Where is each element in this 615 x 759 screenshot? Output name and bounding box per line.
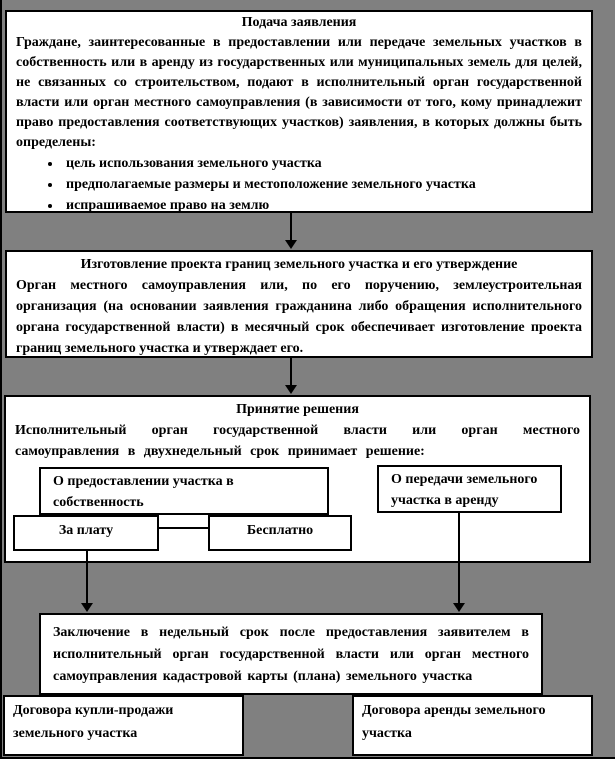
option-lease-box — [377, 465, 562, 513]
arrow-lease-step4-head — [453, 603, 465, 612]
step2-title: Изготовление проекта границ земельного участка и его утверждение — [80, 257, 518, 272]
result-lease-contract-box — [352, 695, 593, 756]
step4-conclusion-box — [39, 613, 543, 695]
step1-application-box — [5, 10, 593, 213]
arrow-paid-step4-head — [81, 603, 93, 612]
step1-bullet-item: • цель использования земельного участка — [62, 153, 582, 174]
option-paid-box — [13, 515, 159, 551]
option-paid-label: За плату — [58, 523, 114, 538]
step3-title: Принятие решения — [236, 402, 359, 417]
option-ownership-box — [39, 467, 329, 515]
arrow-step2-step3-line — [290, 358, 292, 386]
arrow-step1-step2-head — [285, 240, 297, 249]
step2-project-box — [5, 250, 593, 358]
connector-paid-free — [159, 527, 208, 529]
option-free-label: Бесплатно — [246, 523, 314, 538]
step3-body: Исполнительный орган государственной власти или орган местного самоуправления в двухнедельный срок принимает решение: — [15, 423, 580, 459]
option-lease-label: О передачи земельного участка в аренду — [391, 472, 538, 508]
step1-bullet-item: • предполагаемые размеры и местоположение земельного участка — [62, 174, 582, 195]
step1-bullet-item: • испрашиваемое право на землю — [62, 195, 582, 216]
option-free-box — [208, 515, 352, 551]
step1-title: Подача заявления — [241, 15, 357, 30]
arrow-lease-step4-line — [458, 513, 460, 604]
option-ownership-label: О предоставлении участка в собственность — [53, 474, 234, 510]
result-sale-contract-box — [3, 695, 244, 756]
arrow-step2-step3-head — [285, 385, 297, 394]
step4-body: Заключение в недельный срок после предоставления заявителем в исполнительный орган государственной власти или орган местного самоуправления кадастровой карты (плана) земельного участка — [53, 625, 529, 684]
step2-body: Орган местного самоуправления или, по его поручению, землеустроительная организация (на основании заявления гражданина либо обращения исполнительного органа государственной власти) в месячный срок обеспечивает изготовление проекта границ земельного участка и утверждает его. — [16, 278, 582, 356]
result-sale-label: Договора купли-продажи земельного участка — [13, 703, 174, 741]
arrow-step1-step2-line — [290, 213, 292, 241]
step1-body: Граждане, заинтересованные в предоставлении или передаче земельных участков в собственность или в аренду из государственных или муниципальных земель для целей, не связанных со строительством, подают в исполнительный орган государственной власти или орган местного самоуправления (в зависимости от того, кому принадлежит право предоставления соответствующих участков) заявления, в которых должны быть определены: — [16, 35, 582, 150]
result-lease-label: Договора аренды земельного участка — [362, 703, 546, 741]
arrow-paid-step4-line — [86, 551, 88, 604]
step1-bullet-list — [16, 153, 582, 216]
page-left-edge — [0, 0, 2, 759]
